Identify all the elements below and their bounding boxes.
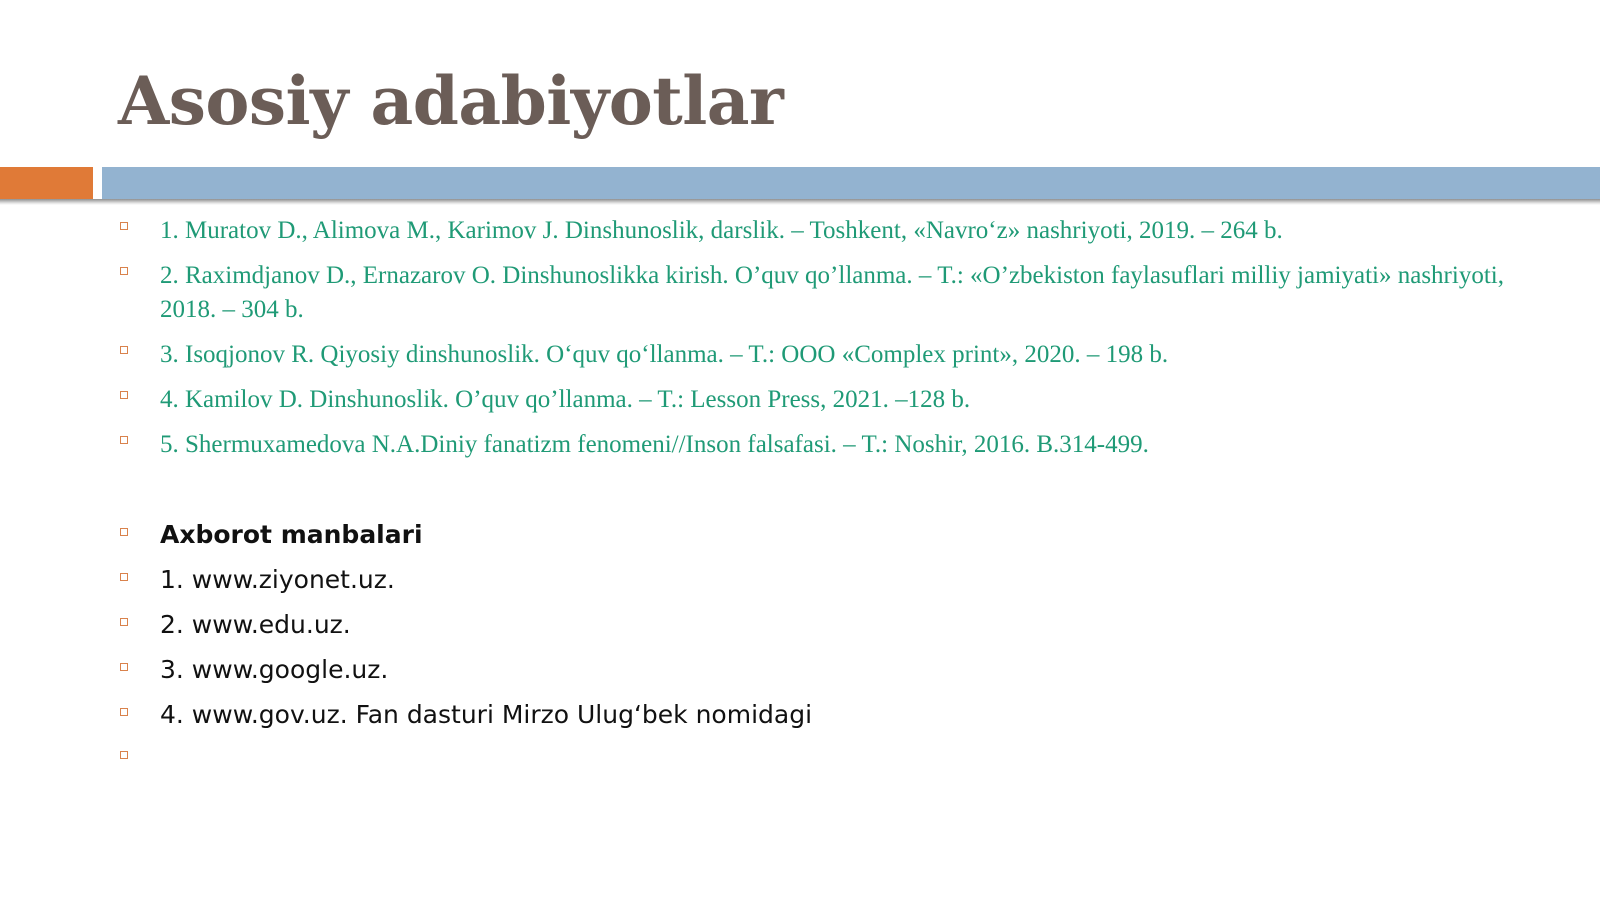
bullet-square-icon [120, 222, 128, 230]
bullet-square-icon [120, 663, 128, 671]
empty-bullet-item [118, 743, 1558, 777]
info-source-link[interactable]: 1. www.ziyonet.uz. [160, 565, 395, 594]
info-source-link[interactable]: 4. www.gov.uz. Fan dasturi Mirzo Ulug‘bek nomidagi [160, 700, 813, 729]
bullet-square-icon [120, 618, 128, 626]
bullet-square-icon [120, 751, 128, 759]
bullet-square-icon [120, 708, 128, 716]
reference-item [118, 214, 1558, 248]
slide-title: Asosiy adabiyotlar [118, 62, 784, 140]
header-bar [102, 167, 1600, 199]
bullet-square-icon [120, 346, 128, 354]
info-source-link[interactable]: 3. www.google.uz. [160, 655, 389, 684]
info-sources-heading [118, 518, 1558, 552]
info-source-item [118, 653, 1558, 687]
list-spacer [118, 473, 1558, 507]
reference-item [118, 428, 1558, 462]
bullet-square-icon [120, 436, 128, 444]
bullet-square-icon [120, 528, 128, 536]
reference-text: 1. Muratov D., Alimova M., Karimov J. Dinshunoslik, darslik. – Toshkent, «Navro‘z» nashriyoti, 2019. – 264 b. [160, 217, 1283, 244]
reference-item [118, 383, 1558, 417]
reference-text: 3. Isoqjonov R. Qiyosiy dinshunoslik. O‘quv qo‘llanma. – T.: OOO «Complex print», 2020. – 198 b. [160, 341, 1169, 368]
bullet-square-icon [120, 267, 128, 275]
info-source-item [118, 698, 1558, 732]
reference-item [118, 338, 1558, 372]
accent-bar [0, 167, 93, 199]
reference-item [118, 259, 1558, 327]
info-source-item [118, 563, 1558, 597]
content-list [118, 214, 1558, 777]
reference-text: 2. Raximdjanov D., Ernazarov O. Dinshunoslikka kirish. O’quv qo’llanma. – T.: «O’zbekiston faylasuflari milliy jamiyati» nashriyoti, 2018. – 304 b. [160, 262, 1504, 323]
bullet-square-icon [120, 391, 128, 399]
info-heading-text: Axborot manbalari [160, 520, 423, 549]
info-source-item [118, 608, 1558, 642]
reference-text: 5. Shermuxamedova N.A.Diniy fanatizm fenomeni//Inson falsafasi. – T.: Noshir, 2016. B.314-499. [160, 431, 1149, 458]
bullet-square-icon [120, 573, 128, 581]
reference-text: 4. Kamilov D. Dinshunoslik. O’quv qo’llanma. – T.: Lesson Press, 2021. –128 b. [160, 386, 971, 413]
info-source-link[interactable]: 2. www.edu.uz. [160, 610, 351, 639]
header-bar-shadow [0, 199, 1600, 205]
